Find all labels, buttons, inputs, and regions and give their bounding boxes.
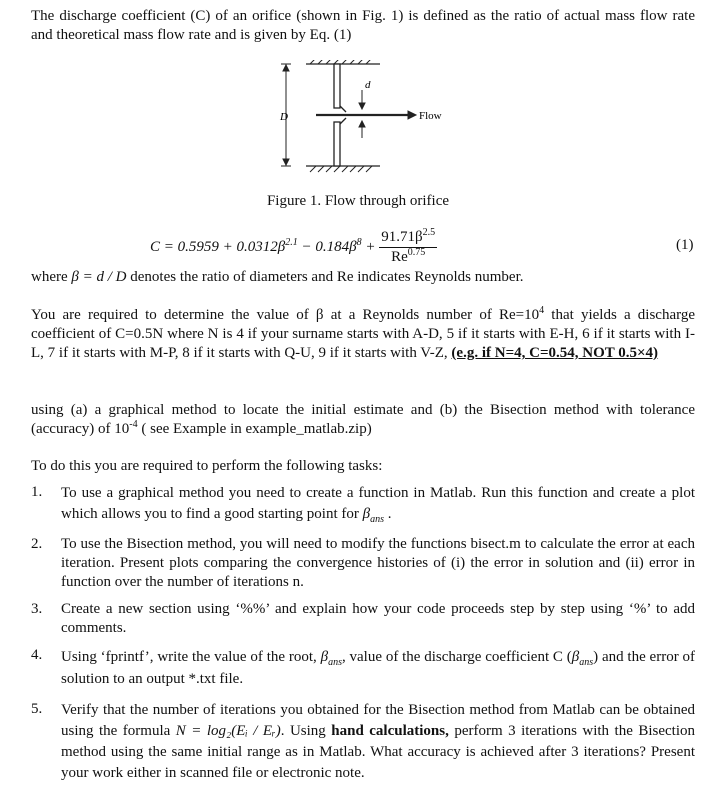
list-text [61, 483, 695, 525]
list-text: To use the Bisection method, you will need to modify the functions bisect.m to calculate the error at each iteration. Present plots comparing the convergence histories of (i) the error in solution and (ii) error in function over the number of iterations n. [61, 536, 695, 590]
eq-exp-2: 8 [356, 236, 362, 248]
label-flow: Flow [419, 110, 442, 122]
eq-lhs: C = 0.5959 + 0.0312 [150, 238, 278, 255]
item5-text-c: perform 3 iterations with the Bisection method using the same initial range as in Matlab. What accuracy is achieved after 3 iterations? Present your work either in scanned file or electronic note. [61, 723, 695, 781]
list-number: 3. [31, 601, 43, 617]
item4-beta-sub: ans [328, 657, 342, 668]
list-text: Create a new section using ‘%%’ and explain how your code proceeds step by step using ‘%’ to add comments. [61, 601, 695, 636]
list-number: 1. [31, 484, 43, 500]
item4-beta-sub-2: ans [579, 657, 594, 668]
method-after: ( see Example in example_matlab.zip) [137, 421, 372, 437]
item5-formula: N = log₂(Eᵢ / Eᵣ) [175, 723, 281, 739]
orifice-figure [270, 60, 460, 180]
where-rest: denotes the ratio of diameters and Re indicates Reynolds number. [130, 269, 524, 285]
item1-beta: β [362, 506, 371, 522]
item4-text-c: ) and the error of solution to an output *.txt file. [61, 649, 695, 687]
intro-paragraph: The discharge coefficient (C) of an orifice (shown in Fig. 1) is defined as the ratio of actual mass flow rate and theoretical mass flow rate and is given by Eq. (1) [31, 8, 695, 43]
item5-text-b: . Using [280, 723, 332, 739]
item1-text-b: . [384, 506, 392, 522]
list-number: 5. [31, 701, 43, 717]
eq-beta-1: β [277, 238, 286, 255]
flow-arrow [316, 111, 416, 119]
tasks-intro: To do this you are required to perform the following tasks: [31, 458, 383, 474]
list-text [61, 646, 695, 690]
where-def: β = d / D [71, 269, 127, 285]
task-paragraph [31, 306, 695, 363]
eq-term2: − 0.184 [297, 238, 350, 255]
item4-text-a: Using ‘fprintf’, write the value of the root, [61, 649, 321, 665]
label-d: d [365, 79, 371, 91]
eq-beta-2: β [349, 238, 357, 255]
eq-fraction [379, 228, 437, 267]
list-text [61, 700, 695, 784]
item4-beta: β [320, 649, 329, 665]
pipe-lower-hatch [310, 166, 372, 172]
task-before-sup: You are required to determine the value of β at a Reynolds number of Re=10 [31, 307, 540, 323]
task-middle: that yields a discharge coefficient of C=0.5N where N is 4 if your surname starts with A-D, 5 if it starts with E-H, 6 if it starts with I-L, 7 if it starts with M-P, 8 if it starts with Q-U, 9 if it starts with V-Z, [31, 307, 695, 361]
eq-den-exp: 0.75 [407, 247, 426, 258]
item1-text-a: To use a graphical method you need to create a function in Matlab. Run this function and create a plot which allows you to find a good starting point for [61, 485, 695, 522]
eq-num-exp: 2.5 [422, 227, 436, 238]
item4-text-b: , value of the discharge coefficient C ( [341, 649, 572, 665]
equation-number: (1) [676, 237, 694, 253]
eq-numerator: 91.71β [381, 229, 423, 245]
method-before-sup: using (a) a graphical method to locate the initial estimate and (b) the Bisection method with tolerance (accuracy) of 10 [31, 402, 695, 437]
figure-caption: Figure 1. Flow through orifice [266, 193, 450, 209]
list-number: 2. [31, 536, 43, 552]
item5-bold: hand calculations, [331, 723, 449, 739]
method-paragraph [31, 401, 695, 439]
equation-1 [150, 228, 670, 270]
eq-plus: + [361, 238, 380, 255]
label-D: D [280, 111, 288, 123]
task-sup: 4 [539, 305, 545, 316]
list-number: 4. [31, 647, 43, 663]
eq-exp-1: 2.1 [285, 236, 298, 248]
eq-denominator: Re [391, 249, 408, 265]
item1-beta-sub: ans [370, 514, 385, 525]
task-emphasis: (e.g. if N=4, C=0.54, NOT 0.5×4) [451, 345, 659, 361]
item4-beta-2: β [571, 649, 580, 665]
method-sup: -4 [129, 419, 138, 430]
item5-text-a: Verify that the number of iterations you obtained for the Bisection method from Matlab can be obtained using the formula [61, 702, 695, 739]
where-prefix: where [31, 269, 72, 285]
where-line [31, 268, 695, 287]
